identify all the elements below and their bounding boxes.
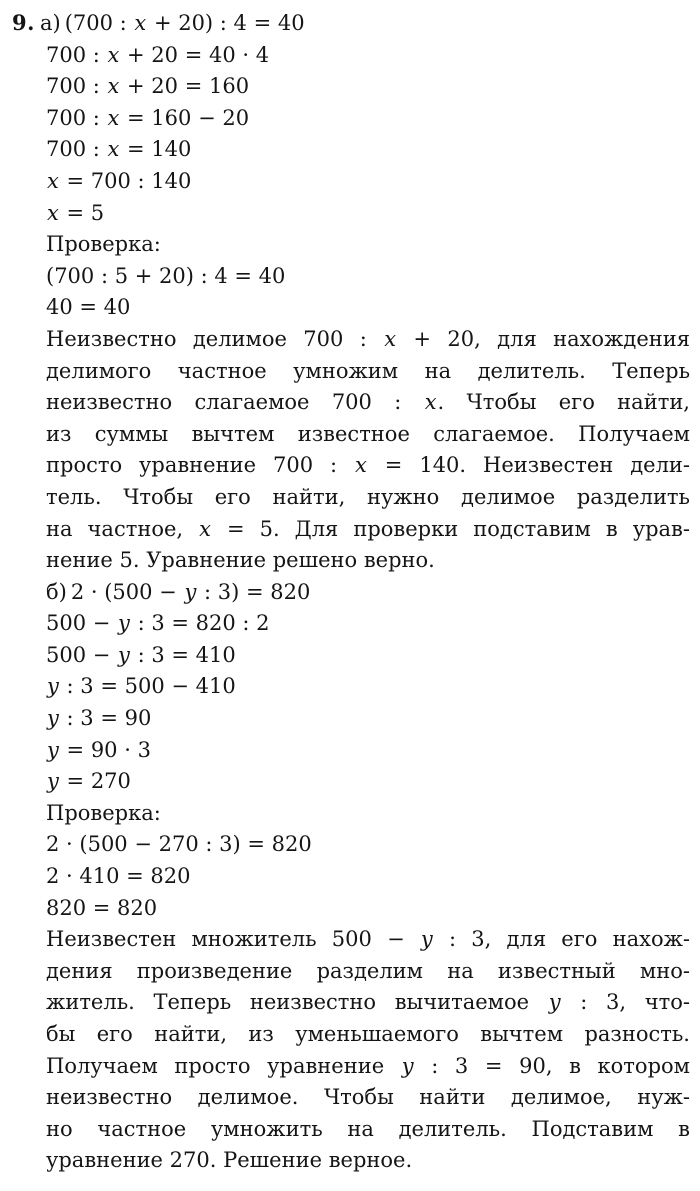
- equation-line: y = 270: [47, 769, 131, 794]
- explanation-line: нение 5. Уравнение решено верно.: [46, 548, 435, 573]
- equation-line: 500 − y : 3 = 410: [46, 642, 236, 667]
- equation-line: 820 = 820: [46, 895, 158, 920]
- equation-line: (700 : 5 + 20) : 4 = 40: [46, 263, 286, 288]
- part-b-check-label: Проверка:: [46, 800, 161, 825]
- equation-line: x = 700 : 140: [47, 168, 192, 193]
- equation-line: x = 5: [47, 200, 105, 225]
- part-a-section: [12, 7, 691, 577]
- explanation-line: но частное умножить на делитель. Подставим в: [46, 1116, 690, 1141]
- part-b-steps: [46, 608, 690, 798]
- part-b-equation: 2 · (500 − y : 3) = 820: [70, 579, 311, 604]
- equation-line: 40 = 40: [46, 295, 131, 320]
- explanation-line: Неизвестен множитель 500 − y : 3, для его нахож-: [46, 927, 690, 952]
- equation-line: 700 : x + 20 = 160: [46, 74, 250, 99]
- part-b-section: [46, 577, 690, 1177]
- part-a-check-label: Проверка:: [46, 232, 161, 257]
- part-a-head: [12, 7, 690, 40]
- explanation-line: на частное, x = 5. Для проверки подставим в урав-: [46, 516, 690, 541]
- equation-line: 500 − y : 3 = 820 : 2: [46, 611, 270, 636]
- explanation-line: просто уравнение 700 : x = 140. Неизвестен дели-: [46, 453, 691, 478]
- explanation-line: тель. Чтобы его найти, нужно делимое разделить: [46, 484, 690, 509]
- explanation-line: дения произведение разделим на известный мно-: [46, 958, 690, 983]
- equation-line: y : 3 = 90: [47, 706, 152, 731]
- equation-line: y = 90 · 3: [47, 737, 151, 762]
- explanation-line: Получаем просто уравнение y : 3 = 90, в котором: [46, 1053, 690, 1078]
- equation-line: 700 : x = 140: [46, 137, 192, 162]
- equation-line: 2 · 410 = 820: [46, 864, 191, 889]
- part-a-explanation: [46, 324, 690, 577]
- part-a-check-steps: [46, 261, 690, 324]
- explanation-line: делимого частное умножим на делитель. Теперь: [46, 358, 690, 383]
- part-b-head: [46, 577, 690, 609]
- equation-line: 2 · (500 − 270 : 3) = 820: [46, 832, 312, 857]
- part-b-check-steps: [46, 829, 690, 924]
- explanation-line: Неизвестно делимое 700 : x + 20, для нахождения: [46, 326, 690, 351]
- equation-line: y : 3 = 500 − 410: [47, 674, 236, 699]
- part-b-explanation: [46, 924, 690, 1177]
- explanation-line: неизвестно слагаемое 700 : x. Чтобы его найти,: [46, 390, 690, 415]
- part-b-label: б): [46, 579, 67, 604]
- explanation-line: бы его найти, из уменьшаемого вычтем разность.: [46, 1022, 690, 1046]
- part-a-equation: (700 : x + 20) : 4 = 40: [64, 11, 305, 35]
- part-a-steps: [46, 40, 690, 230]
- explanation-line: уравнение 270. Решение верное.: [46, 1148, 413, 1173]
- explanation-line: житель. Теперь неизвестно вычитаемое y : 3, что-: [46, 990, 690, 1015]
- equation-line: 700 : x = 160 − 20: [46, 105, 250, 130]
- problem-number: 9.: [12, 10, 35, 35]
- explanation-line: из суммы вычтем известное слагаемое. Получаем: [46, 421, 690, 446]
- equation-line: 700 : x + 20 = 40 · 4: [46, 42, 270, 67]
- explanation-line: неизвестно делимое. Чтобы найти делимое, нуж-: [46, 1085, 690, 1110]
- part-a-label: а): [40, 11, 61, 35]
